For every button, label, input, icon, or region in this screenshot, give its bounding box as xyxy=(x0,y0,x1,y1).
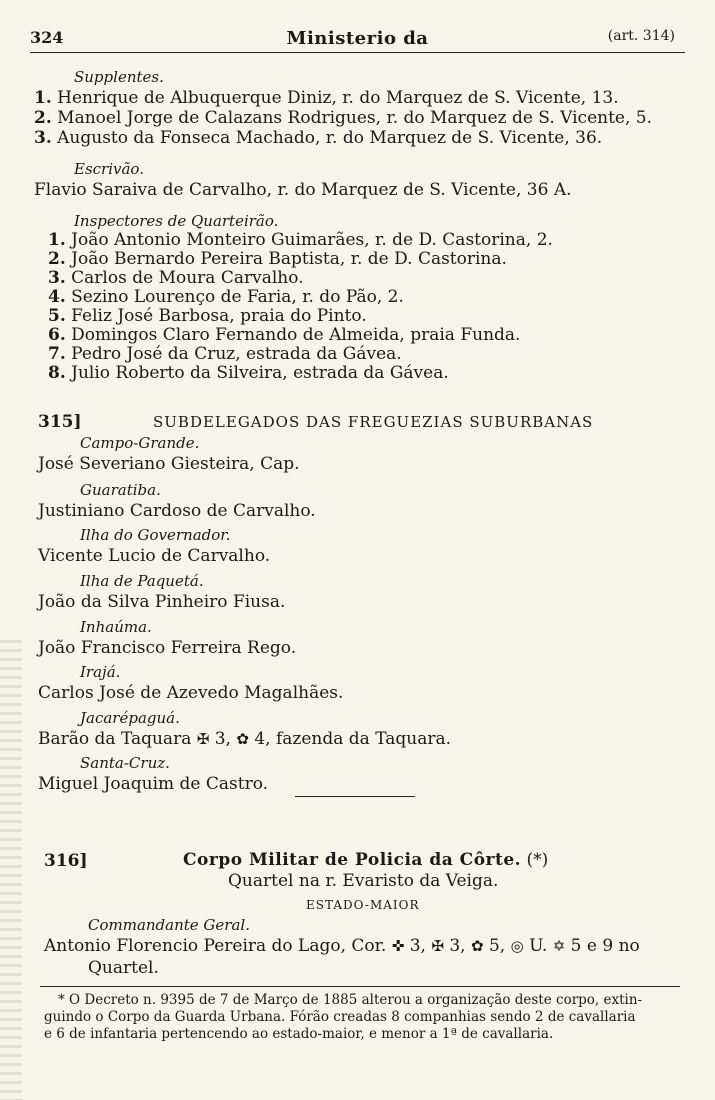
place-heading: Ilha de Paquetá. xyxy=(80,572,204,590)
escrivao-label: Escrivão. xyxy=(74,160,144,178)
list-item: 7. Pedro José da Cruz, estrada da Gávea. xyxy=(48,344,402,364)
place-heading: Campo-Grande. xyxy=(80,434,200,452)
footnote-rule xyxy=(40,986,680,987)
medal-icon: ◎ xyxy=(510,937,524,955)
place-heading: Ilha do Governador. xyxy=(80,526,231,544)
page-edge-shadow xyxy=(0,640,22,1100)
section-subtitle: Quartel na r. Evaristo da Veiga. xyxy=(228,871,499,891)
list-item: 1. Henrique de Albuquerque Diniz, r. do Marquez de S. Vicente, 13. xyxy=(34,88,619,108)
cross-pattee-icon: ✜ xyxy=(391,937,405,955)
cross-icon: ✠ xyxy=(431,937,444,955)
footnote-line: e 6 de infantaria pertencendo ao estado-maior, e menor a 1ª de cavallaria. xyxy=(44,1026,554,1042)
section-title: Corpo Militar de Policia da Côrte. (*) xyxy=(183,850,549,870)
official-name: Justiniano Cardoso de Carvalho. xyxy=(38,501,316,521)
section-reference: (art. 314) xyxy=(607,28,675,44)
section-number: 315] xyxy=(38,412,82,432)
page-number: 324 xyxy=(30,28,64,47)
list-item: 3. Augusto da Fonseca Machado, r. do Marquez de S. Vicente, 36. xyxy=(34,128,603,148)
official-name: Carlos José de Azevedo Magalhães. xyxy=(38,683,344,703)
list-item: 5. Feliz José Barbosa, praia do Pinto. xyxy=(48,306,367,326)
official-name: João Francisco Ferreira Rego. xyxy=(38,638,297,658)
section-title: SUBDELEGADOS DAS FREGUEZIAS SUBURBANAS xyxy=(153,413,594,431)
commandant-name: Antonio Florencio Pereira do Lago, Cor. ✜ 3, ✠ 3, ✿ 5, ◎ U. ✡ 5 e 9 no xyxy=(44,936,640,956)
footnote-line: * O Decreto n. 9395 de 7 de Março de 1885 alterou a organização deste corpo, extin- xyxy=(58,992,643,1008)
rose-icon: ✿ xyxy=(470,937,484,955)
official-name: José Severiano Giesteira, Cap. xyxy=(38,454,300,474)
inspectores-label: Inspectores de Quarteirão. xyxy=(74,212,279,230)
place-heading: Santa-Cruz. xyxy=(80,754,170,772)
footnote-line: guindo o Corpo da Guarda Urbana. Fórão creadas 8 companhias sendo 2 de cavallaria xyxy=(44,1009,636,1025)
staff-label: ESTADO-MAIOR xyxy=(306,898,420,912)
list-item: 4. Sezino Lourenço de Faria, r. do Pão, 2. xyxy=(48,287,404,307)
official-name: Vicente Lucio de Carvalho. xyxy=(38,546,271,566)
list-item: 2. Manoel Jorge de Calazans Rodrigues, r. do Marquez de S. Vicente, 5. xyxy=(34,108,653,128)
list-item: 1. João Antonio Monteiro Guimarães, r. de D. Castorina, 2. xyxy=(48,230,553,250)
list-item: 3. Carlos de Moura Carvalho. xyxy=(48,268,304,288)
cross-icon: ✠ xyxy=(196,730,210,748)
place-heading: Inhaúma. xyxy=(80,618,152,636)
commandant-location: Quartel. xyxy=(88,958,159,978)
official-name: Barão da Taquara ✠ 3, ✿ 4, fazenda da Taquara. xyxy=(38,729,452,749)
commandant-label: Commandante Geral. xyxy=(88,916,250,934)
list-item: 6. Domingos Claro Fernando de Almeida, praia Funda. xyxy=(48,325,521,345)
page-header xyxy=(30,28,685,50)
list-item: 8. Julio Roberto da Silveira, estrada da Gávea. xyxy=(48,363,449,383)
place-heading: Guaratiba. xyxy=(80,481,161,499)
official-name: Miguel Joaquim de Castro. xyxy=(38,774,269,794)
escrivao-name: Flavio Saraiva de Carvalho, r. do Marquez de S. Vicente, 36 A. xyxy=(34,180,572,200)
header-rule xyxy=(30,52,685,53)
running-title: Ministerio da xyxy=(286,28,429,49)
supplentes-label: Supplentes. xyxy=(74,68,164,86)
official-name: João da Silva Pinheiro Fiusa. xyxy=(38,592,286,612)
place-heading: Jacarépaguá. xyxy=(80,709,180,727)
rose-icon: ✿ xyxy=(236,730,249,748)
star-icon: ✡ xyxy=(552,937,566,955)
list-item: 2. João Bernardo Pereira Baptista, r. de D. Castorina. xyxy=(48,249,507,269)
section-number: 316] xyxy=(44,851,88,871)
place-heading: Irajá. xyxy=(80,663,121,681)
section-divider xyxy=(295,796,415,797)
